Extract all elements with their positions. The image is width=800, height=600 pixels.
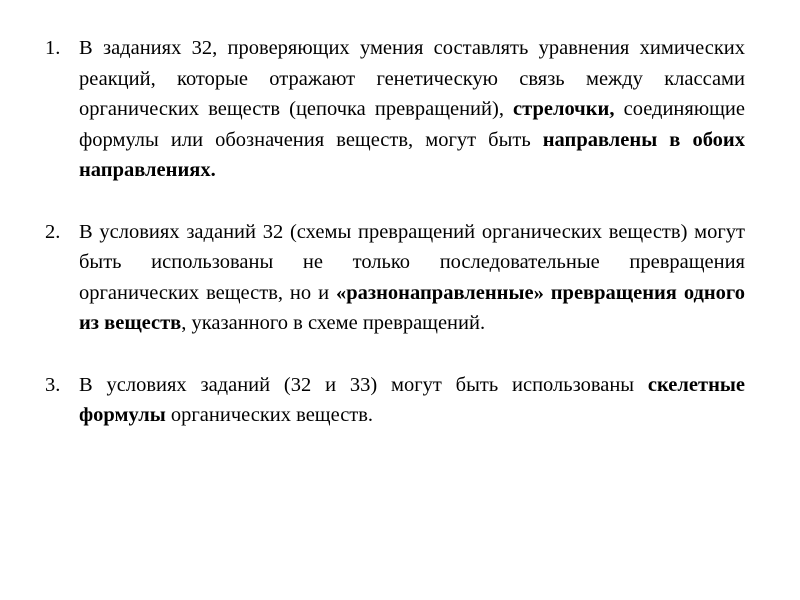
text-segment: соединяющие формулы или обозначения веществ, могут быть [79,98,745,151]
list-item-number: 1. [45,37,61,59]
bold-text-segment: скелетные формулы [79,373,745,426]
list-item-number: 2. [45,220,61,243]
list-item-text [79,33,745,186]
list-item-text [79,370,745,431]
bold-text-segment: стрелочки, [513,98,615,120]
text-segment: В заданиях 32, проверяющих умения составлять уравнения химических реакций, которые отражают генетическую связь между классами органических веществ (цепочка превращений), [79,37,745,120]
text-segment: В условиях заданий 32 (схемы превращений органических веществ) могут быть использованы не только последовательные превращения органических веществ, но и [79,220,745,304]
text-segment: , указанного в схеме превращений. [181,312,486,334]
list-item [45,370,745,431]
text-segment: органических веществ. [165,404,374,426]
list-item [45,33,745,186]
bold-text-segment: направлены в обоих направлениях. [79,128,745,181]
list-item-text [79,217,745,339]
list-item-number: 3. [45,373,61,396]
numbered-list [45,33,745,431]
text-segment: В условиях заданий (32 и 33) могут быть использованы [79,373,648,396]
list-item [45,217,745,339]
bold-text-segment: «разнонаправленные» превращения одного из веществ [79,281,745,334]
